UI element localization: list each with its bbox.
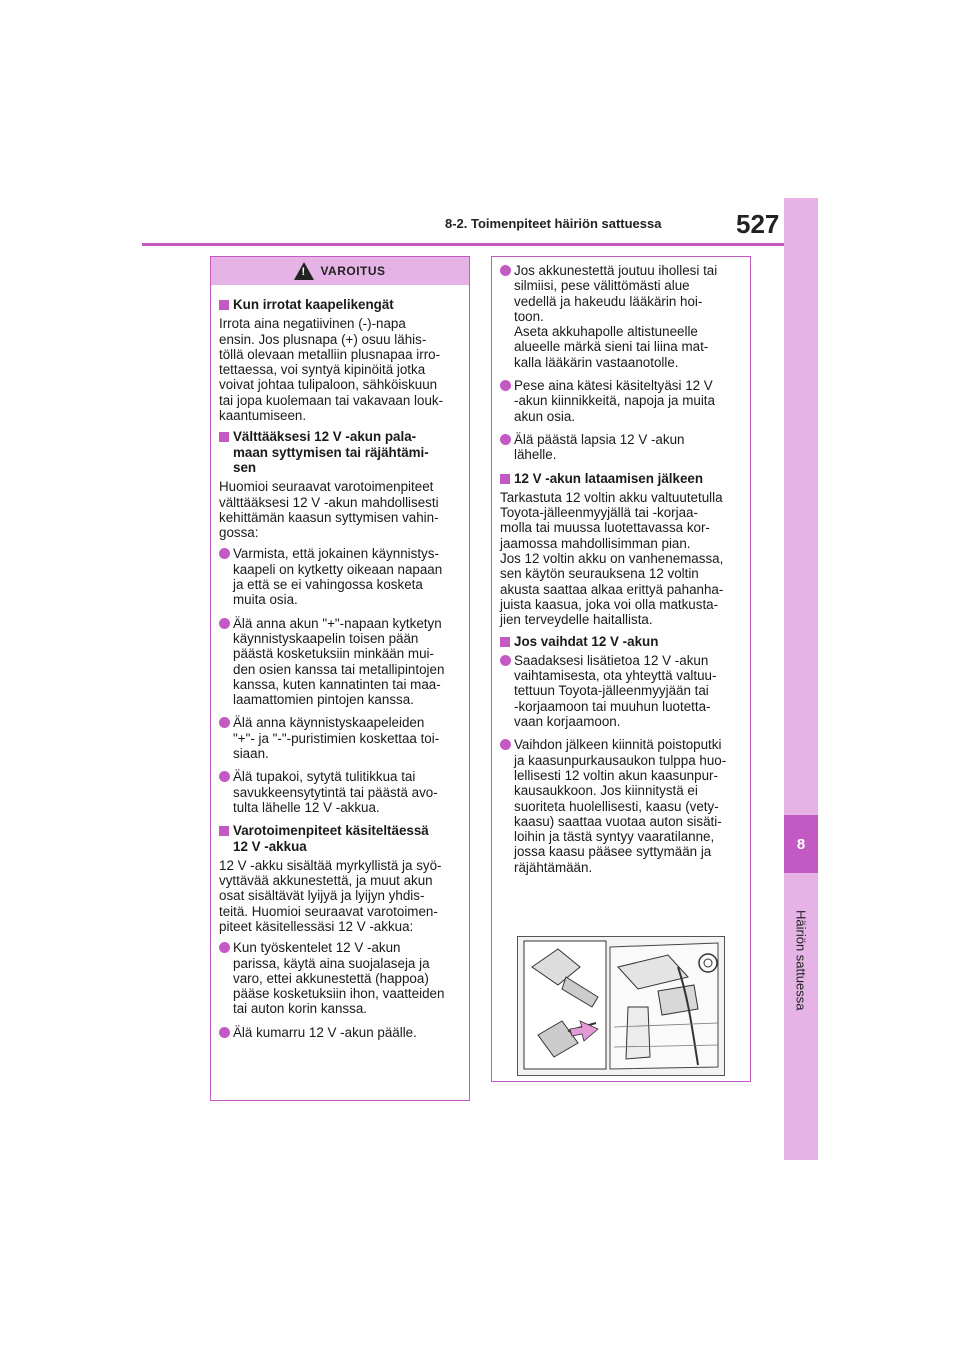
circle-bullet-icon — [219, 942, 230, 953]
warning-triangle-icon — [294, 262, 314, 280]
paragraph: Huomioi seuraavat varotoimenpiteet välttääksesi 12 V -akun mahdollisesti kehittämän kaasun syttymisen vahin- gossa: — [219, 479, 439, 541]
chapter-number: 8 — [784, 815, 818, 873]
chapter-label: Häiriön sattuessa — [793, 909, 809, 1011]
list-item: Vaihdon jälkeen kiinnitä poistoputki ja kaasunpurkausaukon tulppa huo- lellisesti 12 voltin akun kaasunpur- kausaukkoon. Jos kiinnitystä ei suoriteta huolellisesti, kaasu (vety- kaasu) saattaa vuotaa auton sisäti- loihin ja tästä syntyy vaaratilanne, jossa kaasu pääsee syttymään ja räjähtämään. — [500, 737, 742, 875]
paragraph: Tarkastuta 12 voltin akku valtuutetulla Toyota-jälleenmyyjällä tai -korjaa- molla tai muussa luotettavassa kor- jaamossa mahdollisimman pian. Jos 12 voltin akku on vanhenemassa, sen käytön seurauksena 12 voltin akusta saattaa alkaa erittyä pahanha- juista kaasua, joka voi olla matkusta- jien terveydelle haitallista. — [500, 489, 724, 628]
square-bullet-icon — [219, 826, 229, 836]
chapter-label-wrap — [784, 880, 818, 1040]
warning-header — [211, 257, 469, 285]
circle-bullet-icon — [500, 380, 511, 391]
list-item: Pese aina kätesi käsiteltyäsi 12 V -akun kiinnikkeitä, napoja ja muita akun osia. — [500, 378, 742, 424]
circle-bullet-icon — [500, 434, 511, 445]
circle-bullet-icon — [219, 548, 230, 559]
section-heading: 12 V -akun lataamisen jälkeen — [500, 471, 742, 486]
list-item: Älä päästä lapsia 12 V -akun lähelle. — [500, 432, 742, 463]
section-title: 8-2. Toimenpiteet häiriön sattuessa — [445, 216, 662, 231]
square-bullet-icon — [219, 432, 229, 442]
list-item: Älä kumarru 12 V -akun päälle. — [219, 1025, 461, 1040]
paragraph: 12 V -akku sisältää myrkyllistä ja syö- vyttävää akkunestettä, ja muut akun osat sisältävät lyijyä ja lyijyn yhdis- teitä. Huomioi seuraavat varotoimen- piteet käsitellessäsi 12 V -akkua: — [219, 857, 442, 934]
warning-box — [210, 256, 470, 1101]
section-heading: Varotoimenpiteet käsiteltäessä 12 V -akkua — [219, 823, 461, 854]
section-heading: Välttääksesi 12 V -akun pala- maan syttymisen tai räjähtämi- sen — [219, 429, 461, 475]
section-heading: Jos vaihdat 12 V -akun — [500, 634, 742, 649]
circle-bullet-icon — [219, 717, 230, 728]
square-bullet-icon — [219, 300, 229, 310]
paragraph: Irrota aina negatiivinen (-)-napa ensin. Jos plusnapa (+) osuu lähis- töllä olevaan metalliin plusnapaa irro- tettaessa, voi syntyä kipinöitä jotka voivat johtaa tulipaloon, sähköiskuun tai jopa kuolemaan tai vakavaan louk- kaantumiseen. — [219, 316, 444, 424]
page-number: 527 — [736, 209, 780, 239]
list-item: Saadaksesi lisätietoa 12 V -akun vaihtamisesta, ota yhteyttä valtuu- tettuun Toyota-jälleenmyyjään tai -korjaamoon tai muuhun luotetta- vaan korjaamoon. — [500, 653, 742, 729]
header-divider — [142, 243, 784, 246]
warning-label: VAROITUS — [320, 264, 386, 278]
list-item: Älä anna käynnistyskaapeleiden "+"- ja "-"-puristimien koskettaa toi- siaan. — [219, 715, 461, 761]
section-heading: Kun irrotat kaapelikengät — [219, 297, 461, 312]
list-item: Varmista, että jokainen käynnistys- kaapeli on kytketty oikeaan napaan ja että se ei vahingossa kosketa muita osia. — [219, 546, 461, 607]
square-bullet-icon — [500, 637, 510, 647]
circle-bullet-icon — [219, 1027, 230, 1038]
square-bullet-icon — [500, 474, 510, 484]
list-item: Kun työskentelet 12 V -akun parissa, käytä aina suojalaseja ja varo, ettei akkunestettä (happoa) pääse kosketuksiin ihon, vaatteiden tai auton korin kanssa. — [219, 940, 461, 1016]
list-item: Jos akkunestettä joutuu ihollesi tai silmiisi, pese välittömästi alue vedellä ja hakeudu lääkärin hoi- toon. Aseta akkuhapolle altistuneelle alueelle märkä sieni tai liina mat- kalla lääkärin vastaanotolle. — [500, 263, 742, 370]
circle-bullet-icon — [219, 771, 230, 782]
list-item: Älä anna akun "+"-napaan kytketyn käynnistyskaapelin toisen pään päästä kosketuksiin minkään mui- den osien kanssa tai metallipintojen kanssa, kuten kannatinten tai maa- laamattomien pintojen kanssa. — [219, 616, 461, 708]
circle-bullet-icon — [219, 618, 230, 629]
circle-bullet-icon — [500, 739, 511, 750]
circle-bullet-icon — [500, 265, 511, 276]
circle-bullet-icon — [500, 655, 511, 666]
engine-bay-drawing — [518, 937, 724, 1075]
list-item: Älä tupakoi, sytytä tulitikkua tai savukkeensytytintä tai päästä avo- tulta lähelle 12 V -akkua. — [219, 769, 461, 815]
warning-content — [211, 285, 469, 1056]
continued-content — [492, 257, 750, 891]
battery-vent-illustration — [517, 936, 725, 1076]
